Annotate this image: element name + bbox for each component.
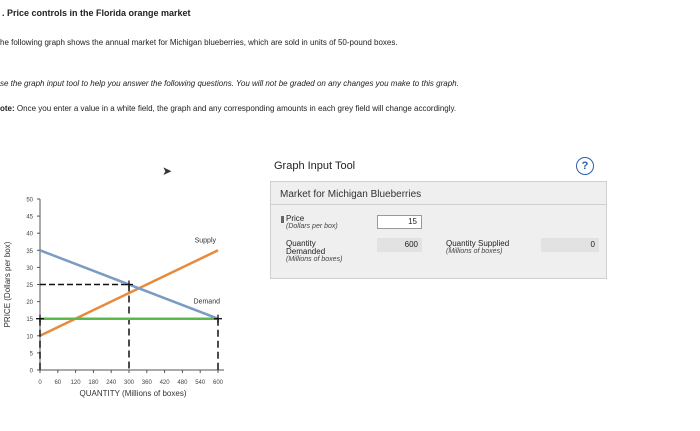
y-tick-label: 45 <box>26 214 33 221</box>
x-tick-label: 480 <box>177 380 188 386</box>
note-body: Once you enter a value in a white field, the graph and any corresponding amounts in each grey field will change accordingly. <box>14 104 457 113</box>
intro-text: he following graph shows the annual market for Michigan blueberries, which are sold in units of 50-pound boxes. <box>0 38 398 47</box>
quantity-supplied-value: 0 <box>541 238 599 252</box>
demand-label: Demand <box>193 298 220 306</box>
y-tick-label: 5 <box>29 351 33 358</box>
market-graph[interactable] <box>0 185 265 415</box>
x-axis-label: QUANTITY (Millions of boxes) <box>79 389 187 398</box>
cursor-icon: ➤ <box>162 164 173 178</box>
x-tick-label: 0 <box>38 380 42 386</box>
x-tick-label: 600 <box>212 380 224 386</box>
quantity-demanded-value: 600 <box>377 238 422 252</box>
graph-input-tool-title: Graph Input Tool <box>274 160 356 172</box>
x-tick-label: 300 <box>123 380 135 386</box>
market-title: Market for Michigan Blueberries <box>280 189 422 200</box>
y-tick-label: 35 <box>26 248 33 255</box>
qs-unit: (Millions of boxes) <box>446 248 503 255</box>
qd-unit: (Millions of boxes) <box>286 256 343 263</box>
supply-label: Supply <box>194 237 216 245</box>
x-tick-label: 60 <box>54 380 62 386</box>
x-tick-label: 180 <box>88 380 99 386</box>
x-tick-label: 120 <box>70 380 81 386</box>
y-tick-label: 10 <box>26 334 33 341</box>
qd-label-line2: Demanded <box>286 247 326 256</box>
y-axis-label: PRICE (Dollars per box) <box>3 241 12 328</box>
note-text <box>0 104 456 113</box>
price-input[interactable]: 15 <box>377 215 422 229</box>
note-label: ote: <box>0 104 15 113</box>
page-title: . Price controls in the Florida orange market <box>2 8 191 18</box>
qs-label-text: Quantity Supplied <box>446 239 510 248</box>
instruction-text: se the graph input tool to help you answer the following questions. You will not be graded on any changes you make to this graph. <box>0 79 459 88</box>
y-tick-label: 20 <box>26 300 33 307</box>
quantity-demanded-label <box>286 240 342 264</box>
y-tick-label: 15 <box>26 317 33 324</box>
price-unit: (Dollars per box) <box>286 223 338 230</box>
price-label <box>286 215 338 231</box>
y-tick-label: 30 <box>26 265 33 272</box>
x-tick-label: 240 <box>106 380 117 386</box>
price-label-text: Price <box>286 214 305 223</box>
price-marker-icon <box>281 216 284 223</box>
help-icon[interactable]: ? <box>576 157 594 175</box>
graph-ticks <box>26 198 223 387</box>
y-tick-label: 25 <box>26 283 33 289</box>
panel-divider <box>271 204 606 205</box>
quantity-supplied-label <box>446 240 509 256</box>
qd-label-line1: Quantity <box>286 239 316 248</box>
x-tick-label: 540 <box>195 380 206 386</box>
x-tick-label: 360 <box>141 380 152 386</box>
y-tick-label: 40 <box>26 231 33 238</box>
y-tick-label: 50 <box>26 197 33 204</box>
y-tick-label: 0 <box>29 368 33 375</box>
graph-curves[interactable] <box>36 237 222 370</box>
x-tick-label: 420 <box>159 380 170 386</box>
